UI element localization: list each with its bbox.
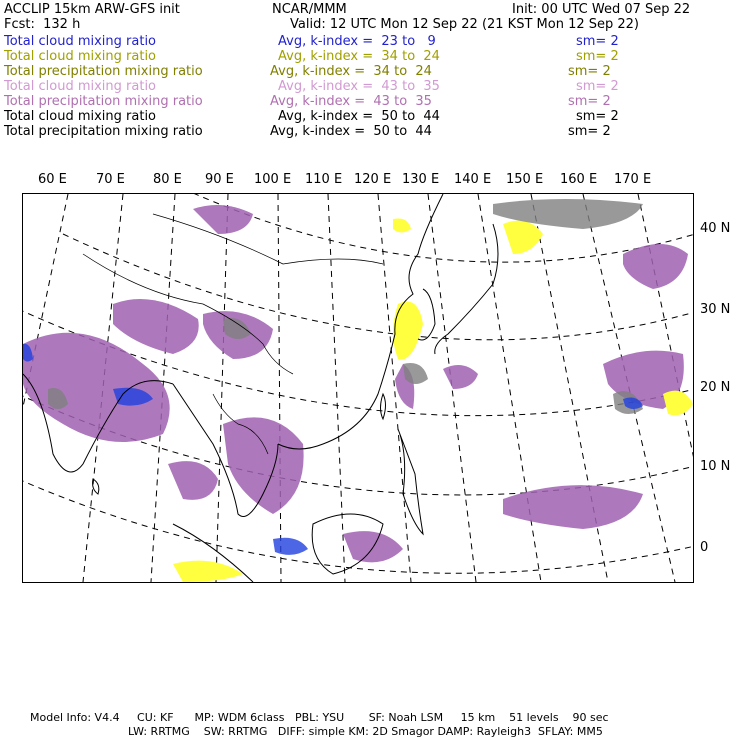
lon-line: [278, 194, 281, 582]
cloud-region: [393, 218, 411, 232]
lon-label: 80 E: [153, 172, 182, 187]
cloud-region: [443, 365, 478, 389]
legend-avg: Avg, k-index = 43 to 35: [278, 79, 440, 94]
lat-label: 0: [700, 540, 709, 555]
legend-field: Total cloud mixing ratio: [4, 109, 157, 124]
cloud-region: [23, 333, 170, 442]
lon-line: [638, 194, 693, 464]
cloud-region: [623, 244, 688, 289]
legend-field: Total cloud mixing ratio: [4, 49, 157, 64]
cloud-region: [503, 485, 643, 529]
purple-cloud-fields: [23, 205, 688, 562]
forecast-hour: Fcst: 132 h: [4, 17, 81, 32]
lon-label: 160 E: [560, 172, 598, 187]
lon-label: 120 E: [354, 172, 392, 187]
lon-line: [216, 194, 228, 582]
legend-field: Total precipitation mixing ratio: [4, 124, 203, 139]
legend-avg: Avg, k-index = 23 to 9: [278, 34, 436, 49]
legend-field: Total precipitation mixing ratio: [4, 94, 203, 109]
lon-label: 90 E: [205, 172, 234, 187]
lat-label: 40 N: [700, 221, 731, 236]
legend-sm: sm= 2: [568, 94, 611, 109]
lon-label: 140 E: [454, 172, 492, 187]
legend-sm: sm= 2: [576, 79, 619, 94]
cloud-region: [393, 302, 423, 360]
lon-label: 110 E: [305, 172, 343, 187]
legend-avg: Avg, k-index = 43 to 35: [270, 94, 432, 109]
model-title: ACCLIP 15km ARW-GFS init: [4, 2, 180, 17]
lon-line: [478, 194, 541, 582]
cloud-region: [273, 538, 308, 555]
cloud-region: [113, 299, 199, 354]
lat-label: 10 N: [700, 459, 731, 474]
lat-label: 20 N: [700, 380, 731, 395]
legend-sm: sm= 2: [576, 49, 619, 64]
legend-sm: sm= 2: [568, 124, 611, 139]
coastline-philippines: [398, 429, 423, 534]
coastline-japan: [435, 224, 498, 354]
lon-line: [428, 194, 476, 582]
map-canvas: [23, 194, 693, 582]
lat-label: 30 N: [700, 302, 731, 317]
legend-avg: Avg, k-index = 34 to 24: [278, 49, 440, 64]
legend-avg: Avg, k-index = 50 to 44: [270, 124, 432, 139]
map-panel: [22, 193, 694, 583]
legend-field: Total cloud mixing ratio: [4, 79, 157, 94]
cloud-region: [168, 461, 218, 500]
org-label: NCAR/MMM: [272, 2, 347, 17]
lon-label: 70 E: [96, 172, 125, 187]
lon-line: [328, 194, 345, 582]
cloud-region: [663, 391, 693, 416]
model-info-line2: LW: RRTMG SW: RRTMG DIFF: simple KM: 2D Smagor DAMP: Rayleigh3 SFLAY: MM5: [128, 725, 603, 738]
model-info-line1: Model Info: V4.4 CU: KF MP: WDM 6class PBL: YSU SF: Noah LSM 15 km 51 levels 90 sec: [30, 711, 609, 724]
legend-avg: Avg, k-index = 34 to 24: [270, 64, 432, 79]
legend-field: Total precipitation mixing ratio: [4, 64, 203, 79]
lon-label: 170 E: [614, 172, 652, 187]
valid-time: Valid: 12 UTC Mon 12 Sep 22 (21 KST Mon 12 Sep 22): [290, 17, 640, 32]
lon-label: 150 E: [506, 172, 544, 187]
legend-sm: sm= 2: [576, 109, 619, 124]
lon-label: 60 E: [38, 172, 67, 187]
legend-avg: Avg, k-index = 50 to 44: [278, 109, 440, 124]
cloud-region: [503, 221, 543, 254]
init-time: Init: 00 UTC Wed 07 Sep 22: [512, 2, 691, 17]
lon-label: 100 E: [254, 172, 292, 187]
legend-sm: sm= 2: [576, 34, 619, 49]
coastline-taiwan: [381, 394, 386, 419]
legend-sm: sm= 2: [568, 64, 611, 79]
lon-label: 130 E: [402, 172, 440, 187]
legend-field: Total cloud mixing ratio: [4, 34, 157, 49]
